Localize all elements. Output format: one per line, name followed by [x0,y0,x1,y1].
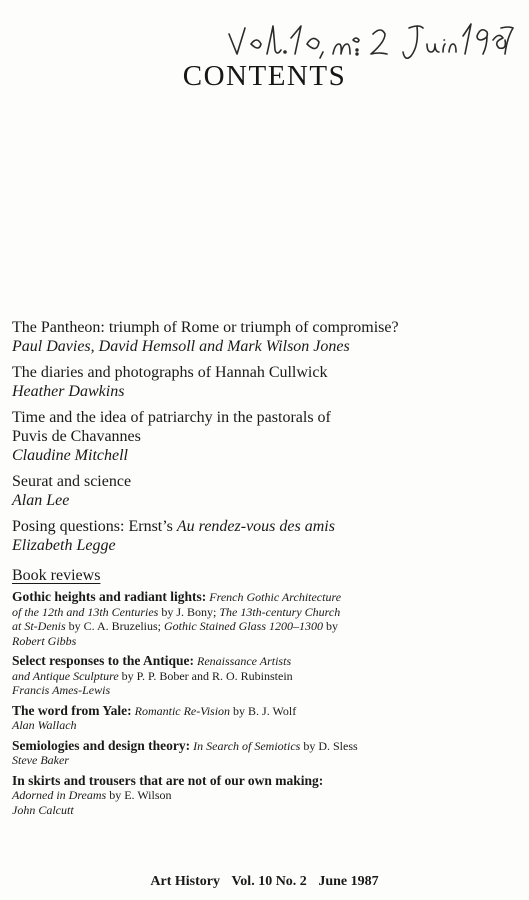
reviewer-name: Steve Baker [12,753,69,767]
article-title: Seurat and science [12,473,132,490]
handwritten-note [225,14,515,66]
journal-volume: Vol. 10 No. 2 [231,874,307,889]
book-reviews-heading: Book reviews [12,567,101,584]
article-title-italic: Au rendez-vous des amis [176,518,335,535]
review-book-title: The 13th-century Church [219,604,341,619]
review-heading: Semiologies and design theory: [12,737,191,753]
review-text: by [323,619,339,633]
article-title [12,517,517,536]
reviewer-name: Robert Gibbs [12,633,77,648]
review-book-title: of the 12th and 13th Centuries [12,604,159,619]
review-entry [12,739,517,768]
article-author: Elizabeth Legge [12,537,116,554]
reviewer-name: John Calcutt [12,802,74,817]
review-book-author: by D. Sless [300,738,358,753]
review-book-author: by B. J. Wolf [230,703,297,718]
journal-footer [0,874,529,890]
review-entry [12,654,517,698]
journal-date: June 1987 [318,874,379,889]
review-book-title: at St-Denis [12,619,66,633]
article-title: Time and the idea of patriarchy in the pastorals of [12,409,331,426]
review-entry [12,590,517,648]
page-title: CONTENTS [182,60,347,92]
review-book-author: by E. Wilson [106,788,172,802]
review-heading: Select responses to the Antique: [12,653,194,668]
review-book-author: by P. P. Bober and R. O. Rubinstein [118,668,293,683]
article-title-continued: Puvis de Chavannes [12,428,141,445]
review-book-title: and Antique Sculpture [12,668,119,683]
article-entry [12,408,517,465]
article-title: The Pantheon: triumph of Rome or triumph of compromise? [12,319,399,336]
review-heading: The word from Yale: [12,702,132,718]
article-entry [12,472,517,510]
review-book-title: Gothic Stained Glass 1200–1300 [164,619,324,633]
review-book-title: Romantic Re-Vision [134,703,231,718]
reviewer-name: Alan Wallach [12,718,77,732]
review-heading: Gothic heights and radiant lights: [12,589,207,604]
article-entry [12,363,517,401]
review-book-author: by J. Bony; [158,604,220,619]
article-author: Paul Davies, David Hemsoll and Mark Wilson Jones [12,338,350,355]
review-book-author: by C. A. Bruzelius; [65,619,165,633]
book-review-list [12,590,517,823]
review-entry [12,774,517,818]
review-book-title: French Gothic Architecture [209,590,342,604]
article-author: Alan Lee [12,492,70,509]
review-book-title: In Search of Semiotics [193,738,301,753]
review-book-title: Renaissance Artists [197,654,292,668]
reviewer-name: Francis Ames-Lewis [12,683,111,697]
article-entry [12,318,517,356]
article-author: Claudine Mitchell [12,447,128,464]
review-entry [12,704,517,733]
article-title: The diaries and photographs of Hannah Cullwick [12,364,328,381]
journal-name: Art History [150,874,220,889]
review-book-title: Adorned in Dreams [12,788,107,802]
article-title-text: Posing questions: Ernst’s [12,518,177,535]
review-heading: In skirts and trousers that are not of our own making: [12,772,324,788]
article-author: Heather Dawkins [12,383,125,400]
article-entry [12,517,517,555]
article-list [12,318,517,562]
